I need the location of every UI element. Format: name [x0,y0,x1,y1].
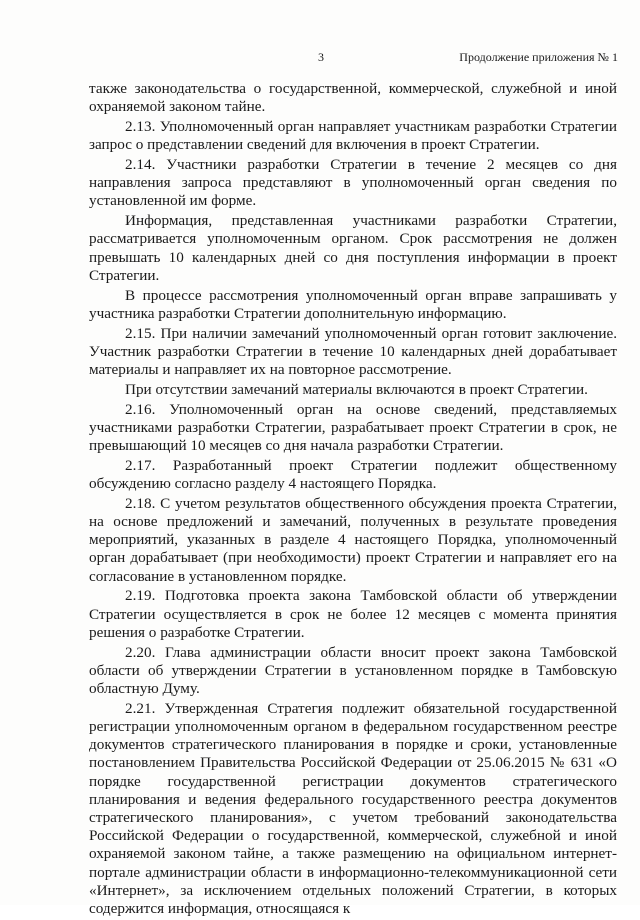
page-header [0,50,640,68]
page-number: 3 [318,50,324,64]
paragraph-2-20: 2.20. Глава администрации области вносит проект закона Тамбовской области об утверждении Стратегии в установленном порядке в Тамбовскую областную Думу. [89,643,617,698]
paragraph-additional-info: В процессе рассмотрения уполномоченный орган вправе запрашивать у участника разработки Стратегии дополнительную информацию. [89,286,617,322]
paragraph-2-18: 2.18. С учетом результатов общественного обсуждения проекта Стратегии, на основе предложений и замечаний, полученных в результате проведения мероприятий, указанных в разделе 4 настоящего Порядка, уполномоченный орган дорабатывает (при необходимости) проект Стратегии и направляет его на согласование в установленном порядке. [89,494,617,585]
appendix-continuation-label: Продолжение приложения № 1 [459,50,618,64]
paragraph-2-19: 2.19. Подготовка проекта закона Тамбовской области об утверждении Стратегии осуществляется в срок не более 12 месяцев с момента принятия решения о разработке Стратегии. [89,587,617,641]
paragraph-no-remarks: При отсутствии замечаний материалы включаются в проект Стратегии. [125,380,588,398]
paragraph-2-21: 2.21. Утвержденная Стратегия подлежит обязательной государственной регистрации уполномоченным органом в федеральном государственном реестре документов стратегического планирования в порядке и сроки, установленные постановлением Правительства Российской Федерации от 25.06.2015 № 631 «О порядке государственной регистрации документов стратегического планирования и ведения федерального государственного реестра документов стратегического планирования», с учетом требований законодательства Российской Федерации о государственной, коммерческой, служебной и иной охраняемой законом тайне, а также размещению на официальном интернет-портале администрации области в информационно-телекоммуникационной сети «Интернет», за исключением отдельных положений Стратегии, в которых содержится информация, относящаяся к [89,699,617,918]
paragraph-2-15: 2.15. При наличии замечаний уполномоченный орган готовит заключение. Участник разработки Стратегии в течение 10 календарных дней дорабатывает материалы и направляет их на повторное рассмотрение. [89,324,617,379]
paragraph-2-14: 2.14. Участники разработки Стратегии в течение 2 месяцев со дня направления запроса представляют в уполномоченный орган сведения по установленной им форме. [89,156,617,210]
paragraph-2-17: 2.17. Разработанный проект Стратегии подлежит общественному обсуждению согласно разделу 4 настоящего Порядка. [89,456,617,493]
document-body [89,80,617,920]
paragraph-2-16: 2.16. Уполномоченный орган на основе сведений, представляемых участниками разработки Стратегии, разрабатывает проект Стратегии в срок, не превышающий 10 месяцев со дня начала разработки Стратегии. [89,400,617,455]
paragraph-information-review: Информация, представленная участниками разработки Стратегии, рассматривается уполномоченным органом. Срок рассмотрения не должен превышать 10 календарных дней со дня поступления информации в проект Стратегии. [89,212,617,284]
paragraph-2-13: 2.13. Уполномоченный орган направляет участникам разработки Стратегии запрос о представлении сведений для включения в проект Стратегии. [89,118,617,154]
paragraph-continuation: также законодательства о государственной, коммерческой, служебной и иной охраняемой законом тайне. [89,80,617,116]
